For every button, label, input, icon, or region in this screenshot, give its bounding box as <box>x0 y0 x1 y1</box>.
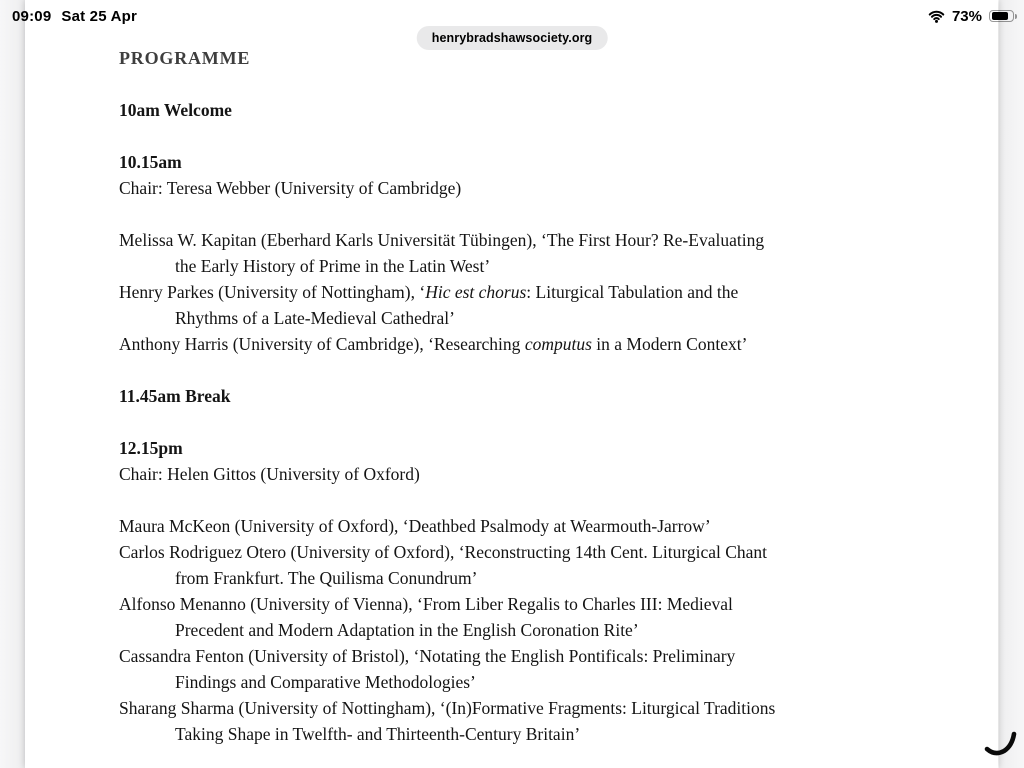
text-line: Sharang Sharma (University of Nottingham), ‘(In)Formative Fragments: Liturgical Traditions <box>119 698 776 718</box>
clock: 09:09 <box>12 7 52 25</box>
text-line: Anthony Harris (University of Cambridge), ‘Researching computus in a Modern Context’ <box>119 334 748 354</box>
text-line: Maura McKeon (University of Oxford), ‘Deathbed Psalmody at Wearmouth-Jarrow’ <box>119 516 711 536</box>
page-margin-right <box>999 0 1024 768</box>
text-line: Findings and Comparative Methodologies’ <box>175 672 476 692</box>
programme-content <box>119 45 964 768</box>
status-date: Sat 25 Apr <box>61 7 138 25</box>
battery-percent: 73% <box>951 7 982 25</box>
pen-stroke-icon <box>984 726 1020 765</box>
url-bar[interactable] <box>417 26 608 50</box>
text-block <box>119 383 964 409</box>
text-line: 11.45am Break <box>119 386 231 406</box>
url-text: henrybradshawsociety.org <box>431 31 593 45</box>
text-line: Alfonso Menanno (University of Vienna), ‘From Liber Regalis to Charles III: Medieval <box>119 594 733 614</box>
text-line: Chair: Teresa Webber (University of Cambridge) <box>119 178 462 198</box>
text-block <box>119 513 964 747</box>
text-line: Rhythms of a Late-Medieval Cathedral’ <box>175 308 455 328</box>
text-line: Cassandra Fenton (University of Bristol), ‘Notating the English Pontificals: Preliminary <box>119 646 736 666</box>
text-line: from Frankfurt. The Quilisma Conundrum’ <box>175 568 478 588</box>
text-line: Taking Shape in Twelfth- and Thirteenth-Century Britain’ <box>175 724 581 744</box>
page-title: PROGRAMME <box>119 48 251 68</box>
text-line: 10am Welcome <box>119 100 232 120</box>
text-line: 12.15pm <box>119 438 183 458</box>
text-line: Henry Parkes (University of Nottingham), ‘Hic est chorus: Liturgical Tabulation and the <box>119 282 739 302</box>
text-line: Chair: Helen Gittos (University of Oxford) <box>119 464 420 484</box>
text-block <box>119 97 964 123</box>
text-line: 10.15am <box>119 152 182 172</box>
text-block <box>119 435 964 487</box>
text-block <box>119 227 964 357</box>
text-block <box>119 149 964 201</box>
text-line: Carlos Rodriguez Otero (University of Oxford), ‘Reconstructing 14th Cent. Liturgical Chant <box>119 542 768 562</box>
text-line: Precedent and Modern Adaptation in the English Coronation Rite’ <box>175 620 639 640</box>
battery-icon <box>989 10 1014 23</box>
page-margin-left <box>0 0 25 768</box>
text-line: Melissa W. Kapitan (Eberhard Karls Universität Tübingen), ‘The First Hour? Re-Evaluating <box>119 230 765 250</box>
wifi-icon <box>928 10 945 23</box>
text-line: the Early History of Prime in the Latin West’ <box>175 256 491 276</box>
